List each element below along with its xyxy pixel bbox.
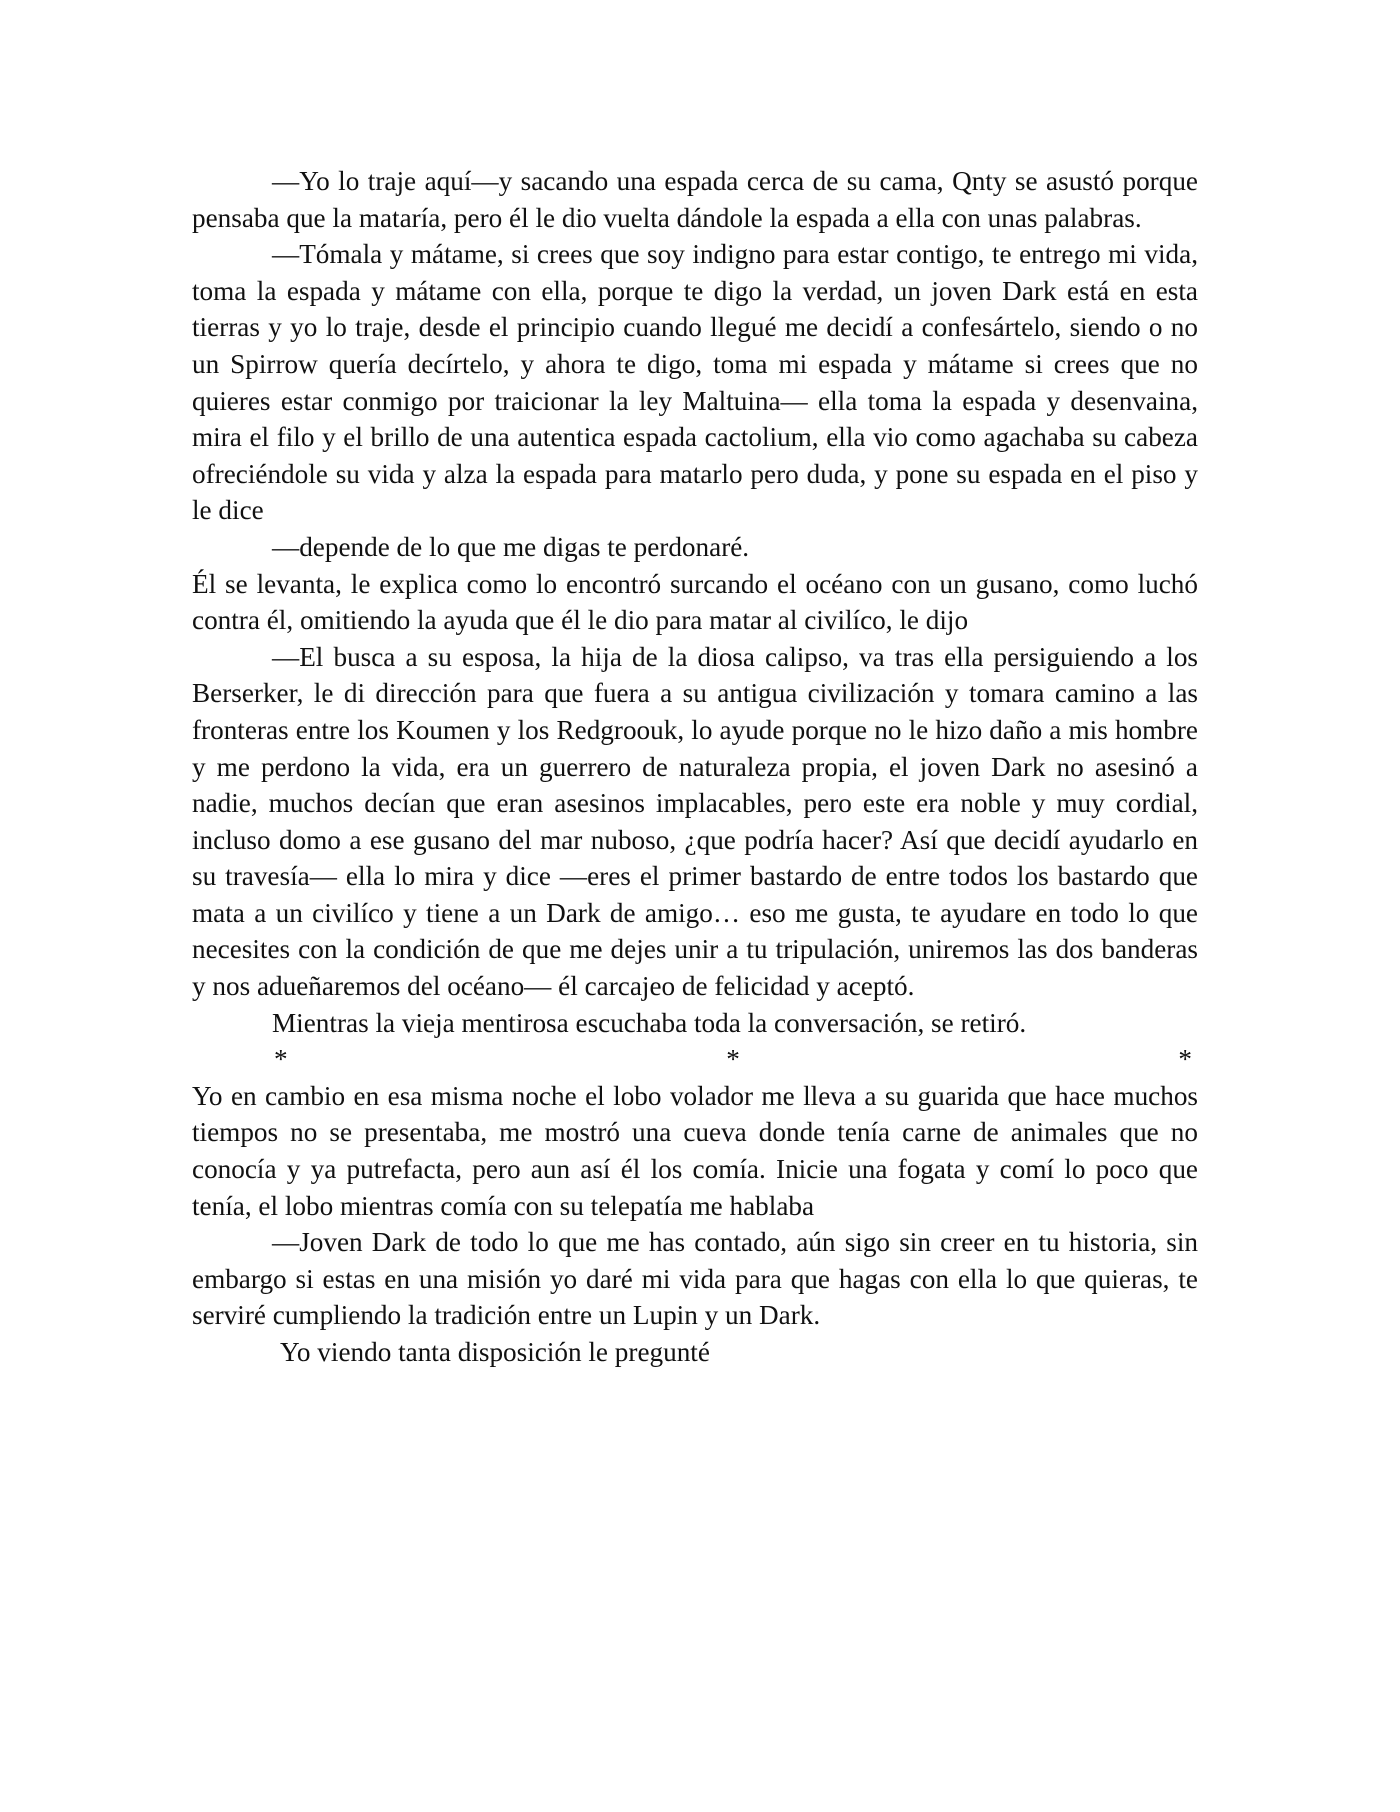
paragraph-6: Mientras la vieja mentirosa escuchaba toda la conversación, se retiró.	[272, 1007, 1027, 1038]
separator-asterisk-3: *	[1178, 1044, 1192, 1075]
paragraph-3: —depende de lo que me digas te perdonaré.	[272, 531, 750, 562]
body-text	[192, 163, 1198, 1371]
paragraph-1: —Yo lo traje aquí—y sacando una espada cerca de su cama, Qnty se asustó porque pensaba que la mataría, pero él le dio vuelta dándole la espada a ella con unas palabras.	[192, 166, 1198, 233]
paragraph-4: Él se levanta, le explica como lo encontró surcando el océano con un gusano, como luchó contra él, omitiendo la ayuda que él le dio para matar al civilíco, le dijo	[192, 568, 1198, 636]
separator-asterisk-2: *	[726, 1044, 740, 1075]
paragraph-8: —Joven Dark de todo lo que me has contado, aún sigo sin creer en tu historia, sin embargo si estas en una misión yo daré mi vida para que hagas con ella lo que quieras, te serviré cumpliendo la tradición entre un Lupin y un Dark.	[192, 1227, 1198, 1331]
scene-separator	[192, 1041, 1198, 1078]
separator-asterisk-1: *	[274, 1044, 288, 1075]
paragraph-5: —El busca a su esposa, la hija de la diosa calipso, va tras ella persiguiendo a los Berserker, le di dirección para que fuera a su antigua civilización y tomara camino a las fronteras entre los Koumen y los Redgroouk, lo ayude porque no le hizo daño a mis hombre y me perdono la vida, era un guerrero de naturaleza propia, el joven Dark no asesinó a nadie, muchos decían que eran asesinos implacables, pero este era noble y muy cordial, incluso domo a ese gusano del mar nuboso, ¿que podría hacer? Así que decidí ayudarlo en su travesía— ella lo mira y dice —eres el primer bastardo de entre todos los bastardo que mata a un civilíco y tiene a un Dark de amigo… eso me gusta, te ayudare en todo lo que necesites con la condición de que me dejes unir a tu tripulación, uniremos las dos banderas y nos adueñaremos del océano— él carcajeo de felicidad y aceptó.	[192, 641, 1198, 1002]
paragraph-2: —Tómala y mátame, si crees que soy indigno para estar contigo, te entrego mi vida, toma la espada y mátame con ella, porque te digo la verdad, un joven Dark está en esta tierras y yo lo traje, desde el principio cuando llegué me decidí a confesártelo, siendo o no un Spirrow quería decírtelo, y ahora te digo, toma mi espada y mátame si crees que no quieres estar conmigo por traicionar la ley Maltuina— ella toma la espada y desenvaina, mira el filo y el brillo de una autentica espada cactolium, ella vio como agachaba su cabeza ofreciéndole su vida y alza la espada para matarlo pero duda, y pone su espada en el piso y le dice	[192, 239, 1198, 526]
paragraph-7: Yo en cambio en esa misma noche el lobo volador me lleva a su guarida que hace muchos tiempos no se presentaba, me mostró una cueva donde tenía carne de animales que no conocía y ya putrefacta, pero aun así él los comía. Inicie una fogata y comí lo poco que tenía, el lobo mientras comía con su telepatía me hablaba	[192, 1080, 1198, 1221]
paragraph-9: Yo viendo tanta disposición le pregunté	[280, 1337, 710, 1367]
